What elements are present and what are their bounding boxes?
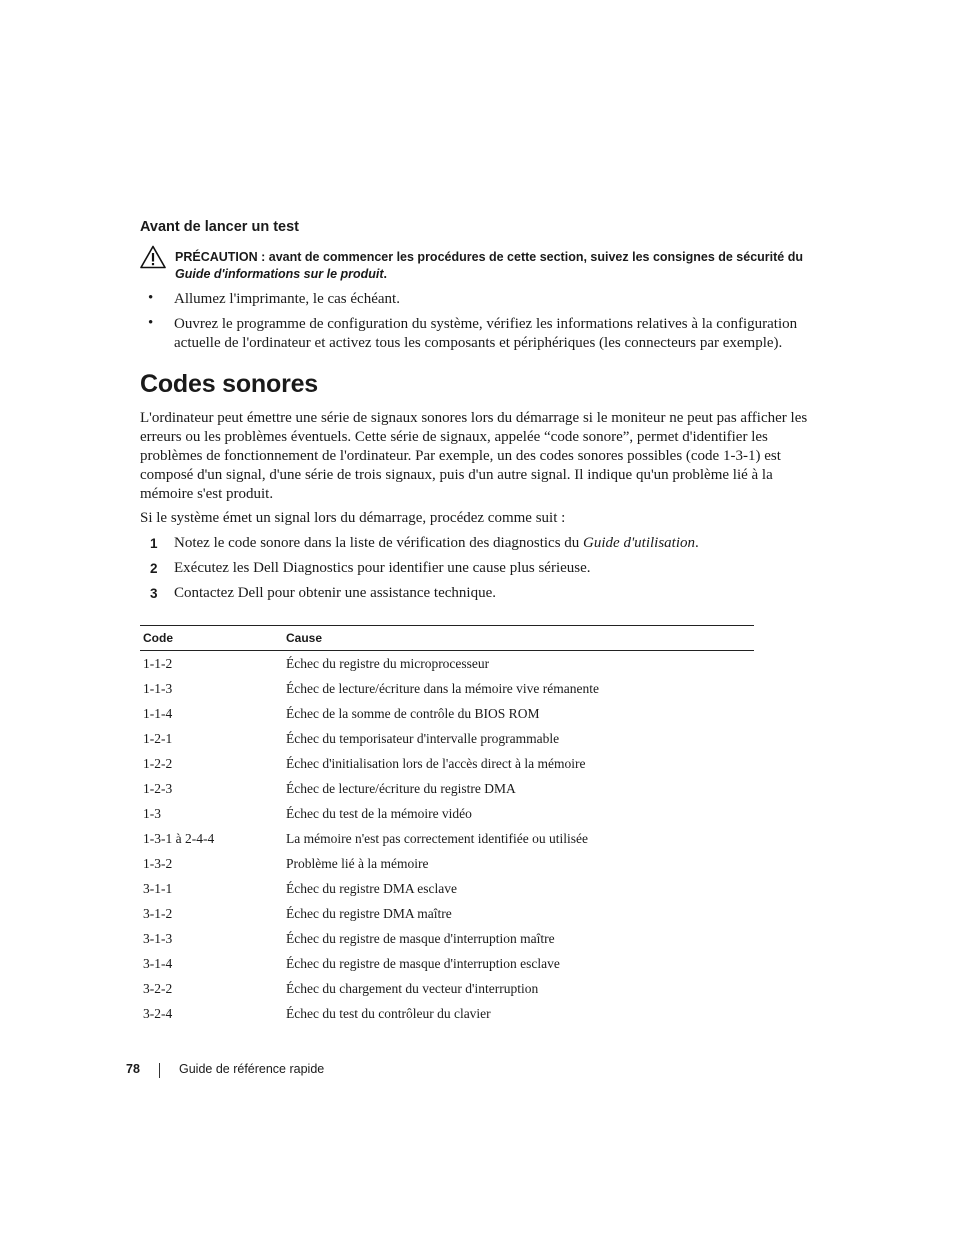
code-cell: 1-2-2	[143, 755, 173, 771]
table-row	[140, 801, 754, 826]
cause-cell: Échec du registre du microprocesseur	[286, 655, 490, 671]
table-row	[140, 951, 754, 976]
table-row	[140, 751, 754, 776]
cause-cell: Échec du registre de masque d'interruption maître	[286, 930, 555, 946]
cause-cell: Échec de lecture/écriture dans la mémoire vive rémanente	[286, 680, 599, 696]
step-text: Contactez Dell pour obtenir une assistance technique.	[174, 585, 496, 601]
table-row	[140, 676, 754, 701]
table-row	[140, 851, 754, 876]
footer-document-title: Guide de référence rapide	[179, 1062, 325, 1076]
step-number: 3	[150, 586, 158, 601]
code-cell: 3-2-2	[143, 980, 173, 996]
code-cell: 1-3	[143, 805, 161, 821]
cause-cell: Échec du registre DMA maître	[286, 905, 452, 921]
bullet-item: Ouvrez le programme de configuration du système, vérifiez les informations relatives à la configuration actuelle de l'ordinateur et activez tous les composants et périphériques (les connecteurs par exemple).	[174, 316, 798, 351]
bullet-marker: •	[148, 290, 154, 306]
code-cell: 1-1-3	[143, 680, 173, 696]
code-cell: 3-1-2	[143, 905, 173, 921]
table-row	[140, 826, 754, 851]
footer-separator	[159, 1063, 160, 1078]
code-cell: 1-1-4	[143, 705, 173, 721]
table-row	[140, 901, 754, 926]
step-number: 2	[150, 561, 158, 576]
lead-paragraph: Si le système émet un signal lors du démarrage, procédez comme suit :	[140, 510, 566, 526]
table-row	[140, 651, 754, 677]
code-cell: 1-2-3	[143, 780, 173, 796]
table-row	[140, 1001, 754, 1026]
step-guide-title: Guide d'utilisation	[583, 535, 696, 551]
code-cell: 3-1-3	[143, 930, 173, 946]
caution-label: PRÉCAUTION :	[175, 250, 266, 264]
cause-cell: Échec du registre DMA esclave	[286, 880, 457, 896]
table-row	[140, 701, 754, 726]
code-cell: 1-3-2	[143, 855, 173, 871]
step-text	[174, 534, 814, 553]
page-title: Codes sonores	[140, 370, 319, 398]
warning-triangle-icon	[140, 245, 166, 269]
bullet-marker: •	[148, 315, 154, 331]
cause-cell: Échec du test de la mémoire vidéo	[286, 805, 472, 821]
cause-cell: Échec de la somme de contrôle du BIOS ROM	[286, 705, 540, 721]
code-cell: 3-1-4	[143, 955, 173, 971]
code-cell: 1-3-1 à 2-4-4	[143, 830, 215, 846]
cause-cell: Problème lié à la mémoire	[286, 855, 429, 871]
step-text: Exécutez les Dell Diagnostics pour identifier une cause plus sérieuse.	[174, 560, 591, 576]
step-number: 1	[150, 536, 158, 551]
code-cell: 1-2-1	[143, 730, 173, 746]
table-row	[140, 726, 754, 751]
table-row	[140, 776, 754, 801]
table-header-row	[140, 626, 754, 651]
cause-cell: Échec d'initialisation lors de l'accès direct à la mémoire	[286, 755, 586, 771]
step-body: Notez le code sonore dans la liste de vérification des diagnostics du	[174, 535, 584, 551]
table-row	[140, 876, 754, 901]
cause-cell: Échec du test du contrôleur du clavier	[286, 1005, 491, 1021]
table-row	[140, 926, 754, 951]
code-cell: 3-2-4	[143, 1005, 173, 1021]
beep-codes-table	[140, 625, 754, 1026]
section-heading: Avant de lancer un test	[140, 219, 300, 235]
cause-cell: Échec du temporisateur d'intervalle programmable	[286, 730, 560, 746]
page-number: 78	[126, 1062, 140, 1076]
cause-cell: Échec de lecture/écriture du registre DMA	[286, 780, 516, 796]
cause-cell: Échec du registre de masque d'interruption esclave	[286, 955, 560, 971]
step-end: .	[695, 535, 699, 551]
column-header-cause: Cause	[283, 626, 754, 651]
code-cell: 3-1-1	[143, 880, 173, 896]
caution-end: .	[383, 267, 388, 281]
code-cell: 1-1-2	[143, 655, 173, 671]
caution-text	[175, 249, 820, 283]
bullet-item: Allumez l'imprimante, le cas échéant.	[174, 291, 400, 307]
table-row	[140, 976, 754, 1001]
caution-body: avant de commencer les procédures de cette section, suivez les consignes de sécurité du	[265, 250, 803, 264]
cause-cell: La mémoire n'est pas correctement identifiée ou utilisée	[286, 830, 588, 846]
column-header-code: Code	[140, 626, 283, 651]
cause-cell: Échec du chargement du vecteur d'interruption	[286, 980, 539, 996]
intro-paragraph: L'ordinateur peut émettre une série de signaux sonores lors du démarrage si le moniteur ne peut pas afficher les erreurs ou les problèmes éventuels. Cette série de signaux, appelée “code sonore”, permet d'identifier les problèmes de fonctionnement de l'ordinateur. Par exemple, un des codes sonores possibles (code 1-3-1) est composé d'un signal, d'une série de trois signaux, puis d'un autre signal. Il indique qu'un problème lié à la mémoire s'est produit.	[140, 410, 808, 502]
caution-guide-title: Guide d'informations sur le produit	[175, 267, 384, 281]
